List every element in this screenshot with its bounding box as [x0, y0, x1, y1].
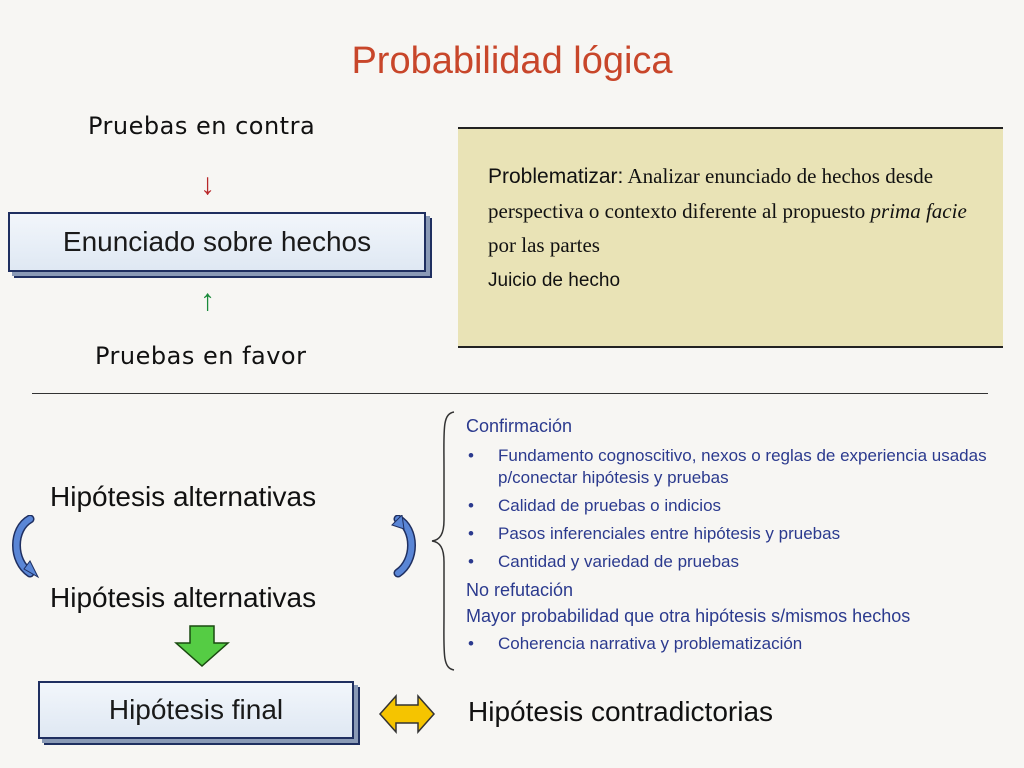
list-item: • Coherencia narrativa y problematización — [468, 634, 803, 653]
hipotesis-alternativas-1: Hipótesis alternativas — [50, 481, 317, 512]
page-title: Probabilidad lógica — [351, 40, 673, 82]
hipotesis-alternativas-2: Hipótesis alternativas — [50, 582, 317, 613]
section-divider — [32, 393, 988, 394]
hipotesis-final-box: Hipótesis final — [38, 681, 354, 739]
list-item: • Calidad de pruebas o indicios — [468, 496, 722, 515]
mayor-probabilidad-heading: Mayor probabilidad que otra hipótesis s/mismos hechos — [466, 606, 911, 626]
list-item: • Fundamento cognoscitivo, nexos o reglas de experiencia usadas p/conectar hipótesis y pruebas — [468, 446, 987, 487]
list-item: • Pasos inferenciales entre hipótesis y pruebas — [468, 524, 841, 543]
curved-arrow-right-icon — [388, 515, 420, 579]
confirmacion-heading: Confirmación — [466, 416, 573, 436]
pruebas-favor-label: Pruebas en favor — [95, 342, 307, 370]
problematizar-label: Problematizar: — [488, 165, 624, 188]
brace-icon — [430, 410, 460, 672]
down-arrow-icon — [174, 625, 230, 667]
arrow-up-icon: ↑ — [200, 284, 215, 317]
hipotesis-contradictorias: Hipótesis contradictorias — [468, 696, 774, 727]
juicio-label: Juicio de hecho — [488, 270, 621, 291]
arrow-down-icon: ↓ — [200, 168, 215, 201]
problematizar-box — [458, 127, 1003, 348]
curved-arrow-left-icon — [8, 515, 40, 579]
problematizar-text-2: por las partes — [488, 233, 600, 257]
enunciado-box: Enunciado sobre hechos — [8, 212, 426, 272]
no-refutacion-heading: No refutación — [466, 580, 574, 600]
pruebas-contra-label: Pruebas en contra — [88, 112, 316, 140]
list-item: • Cantidad y variedad de pruebas — [468, 552, 739, 571]
double-arrow-icon — [378, 694, 436, 734]
problematizar-italic: prima facie — [870, 199, 967, 223]
criteria-list — [466, 415, 1006, 661]
problematizar-text-1: Analizar enunciado de hechos desde perspectiva o contexto diferente al propuesto — [488, 164, 934, 223]
